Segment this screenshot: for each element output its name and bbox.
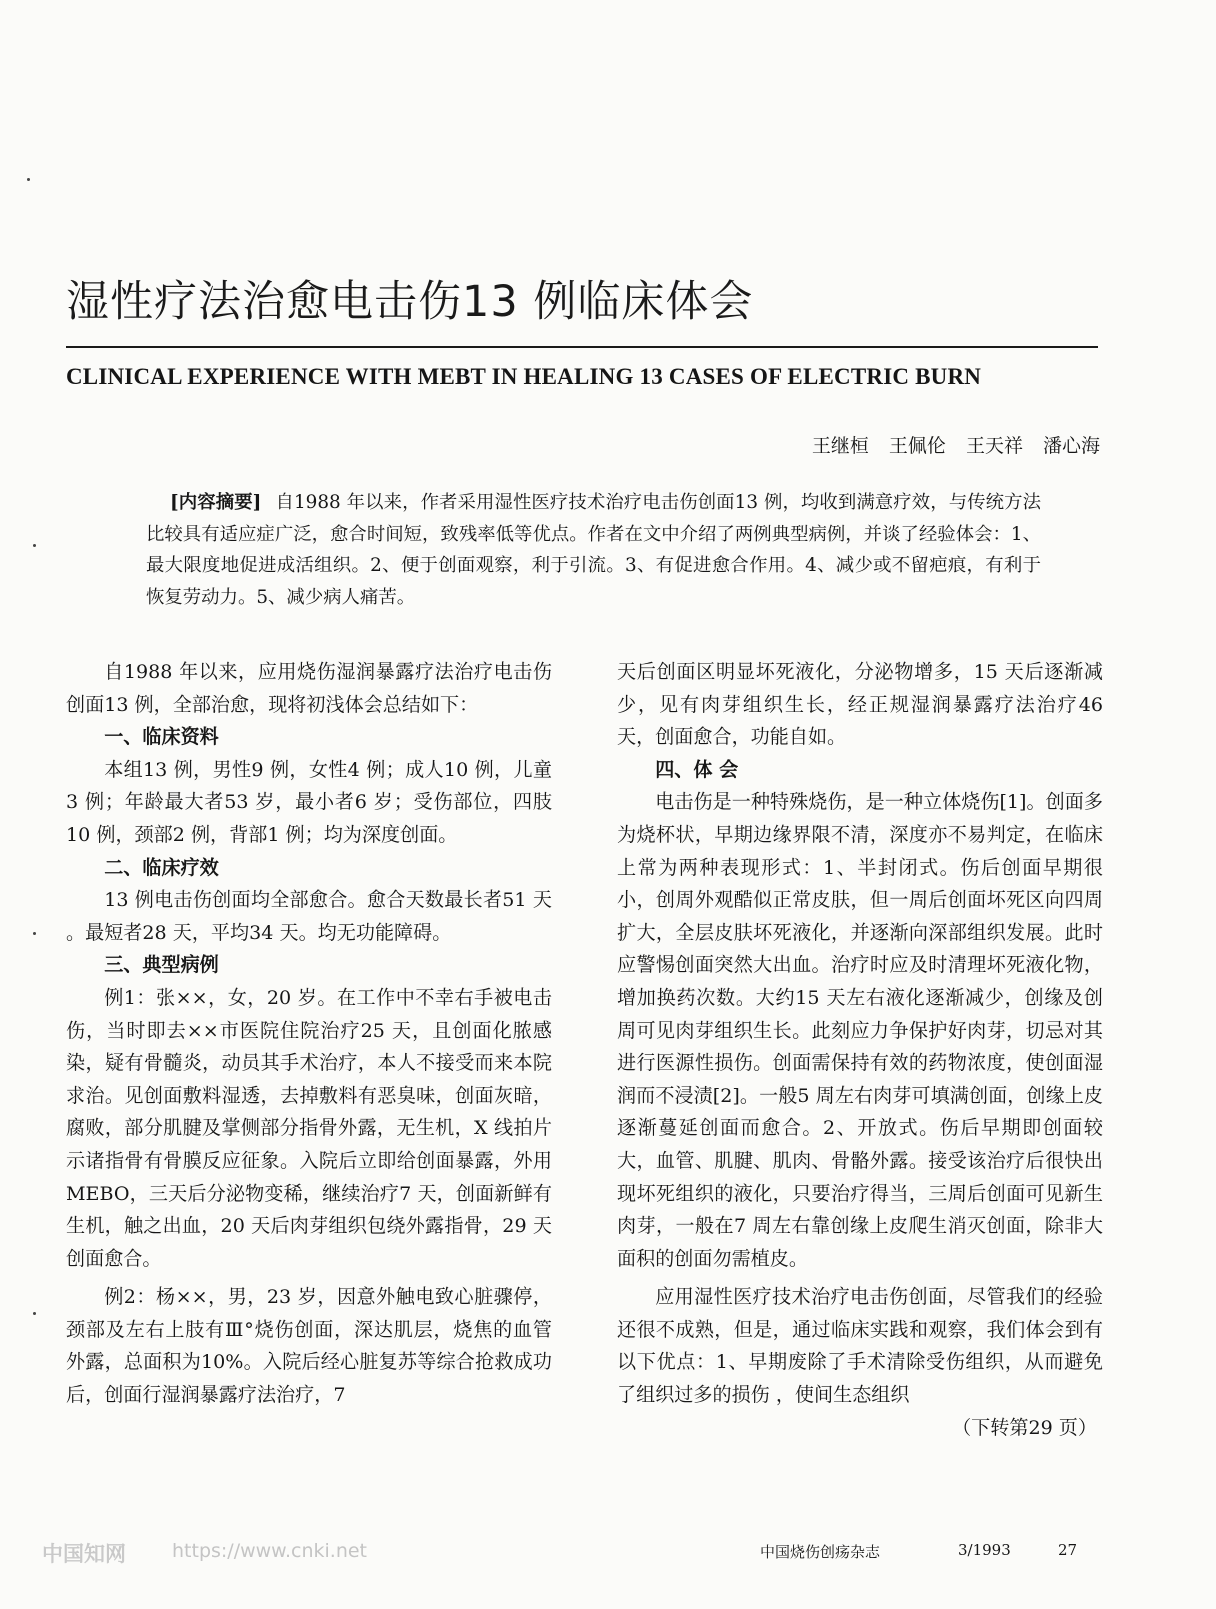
left-column: [66, 656, 552, 1412]
abstract-text: 自1988 年以来，作者采用湿性医疗技术治疗电击伤创面13 例，均收到满意疗效，与传统方法比较具有适应症广泛，愈合时间短，致残率低等优点。作者在文中介绍了两例典型病例，并谈了经验体会：1、最大限度地促进成活组织。2、便于创面观察，利于引流。3、有促进愈合作用。4、减少或不留疤痕，有利于恢复劳动力。5、减少病人痛苦。: [146, 492, 1041, 608]
case-2-continued-paragraph: 天后创面区明显坏死液化，分泌物增多，15 天后逐渐减少，见有肉芽组织生长，经正规湿润暴露疗法治疗46 天，创面愈合，功能自如。: [617, 660, 1103, 749]
article-title-chinese: 湿性疗法治愈电击伤13 例临床体会: [66, 277, 754, 327]
continued-note: （下转第29 页）: [952, 1415, 1097, 1439]
abstract: [146, 487, 1041, 613]
cnki-logo: 中国知网: [42, 1542, 126, 1566]
clinical-efficacy-paragraph: 13 例电击伤创面均全部愈合。愈合天数最长者51 天 。最短者28 天，平均34 天。均无功能障碍。: [66, 888, 552, 944]
case-2-paragraph: 例2：杨××，男，23 岁，因意外触电致心脏骤停，颈部及左右上肢有Ⅲ°烧伤创面，深达肌层，烧焦的血管外露，总面积为10%。入院后经心脏复苏等综合抢救成功后，创面行湿润暴露疗法治疗，7: [66, 1285, 552, 1407]
case-1-paragraph: 例1：张××，女，20 岁。在工作中不幸右手被电击伤，当时即去××市医院住院治疗25 天，且创面化脓感染，疑有骨髓炎，动员其手术治疗，本人不接受而来本院求治。见创面敷料湿透，去掉敷料有恶臭味，创面灰暗，腐败，部分肌腱及掌侧部分指骨外露，无生机，X 线拍片示诸指骨有骨膜反应征象。入院后立即给创面暴露，外用MEBO，三天后分泌物变稀，继续治疗7 天，创面新鲜有生机，触之出血，20 天后肉芽组织包绕外露指骨，29 天创面愈合。: [66, 985, 552, 1270]
section-heading-clinical-efficacy: 二、临床疗效: [104, 855, 219, 879]
section-heading-typical-cases: 三、典型病例: [104, 953, 219, 977]
scan-speck: [33, 932, 36, 935]
clinical-data-paragraph: 本组13 例，男性9 例，女性4 例；成人10 例，儿童3 例；年龄最大者53 岁，最小者6 岁；受伤部位，四肢10 例，颈部2 例，背部1 例；均为深度创面。: [66, 757, 552, 846]
abstract-label: [内容摘要]: [170, 492, 262, 513]
advantages-paragraph: 应用湿性医疗技术治疗电击伤创面，尽管我们的经验还很不成熟，但是，通过临床实践和观察，我们体会到有以下优点：1、早期废除了手术清除受伤组织，从而避免了组织过多的损伤 ，使间生态组织: [617, 1285, 1103, 1407]
scan-speck: [33, 544, 36, 547]
scan-speck: [27, 178, 30, 181]
section-heading-experience: 四、体 会: [655, 757, 739, 781]
page-number: 27: [1058, 1541, 1078, 1559]
section-heading-clinical-data: 一、临床资料: [104, 725, 219, 749]
experience-paragraph: 电击伤是一种特殊烧伤，是一种立体烧伤[1]。创面多为烧杯状，早期边缘界限不清，深度亦不易判定，在临床上常为两种表现形式：1、半封闭式。伤后创面早期很小，创周外观酷似正常皮肤，但一周后创面坏死区向四周扩大，全层皮肤坏死液化，并逐渐向深部组织发展。此时应警惕创面突然大出血。治疗时应及时清理坏死液化物，增加换药次数。大约15 天左右液化逐渐减少，创缘及创周可见肉芽组织生长。此刻应力争保护好肉芽，切忌对其进行医源性损伤。创面需保持有效的药物浓度，使创面湿润而不浸渍[2]。一般5 周左右肉芽可填满创面，创缘上皮逐渐蔓延创面而愈合。2、开放式。伤后早期即创面较大，血管、肌腱、肌肉、骨骼外露。接受该治疗后很快出现坏死组织的液化，只要治疗得当，三周后创面可见新生肉芽，一般在7 周左右靠创缘上皮爬生消灭创面，除非大面积的创面勿需植皮。: [617, 790, 1103, 1270]
title-divider: [66, 346, 1098, 348]
cnki-url-link[interactable]: https://www.cnki.net: [172, 1540, 368, 1562]
issue-number: 3/1993: [958, 1541, 1011, 1559]
intro-paragraph: 自1988 年以来，应用烧伤湿润暴露疗法治疗电击伤创面13 例，全部治愈，现将初浅体会总结如下：: [66, 660, 552, 716]
right-column: [617, 656, 1103, 1444]
article-title-english: CLINICAL EXPERIENCE WITH MEBT IN HEALING 13 CASES OF ELECTRIC BURN: [66, 364, 982, 389]
authors: 王继桓 王佩伦 王天祥 潘心海: [811, 435, 1100, 457]
scan-speck: [33, 1312, 36, 1315]
journal-name: 中国烧伤创疡杂志: [760, 1543, 881, 1561]
